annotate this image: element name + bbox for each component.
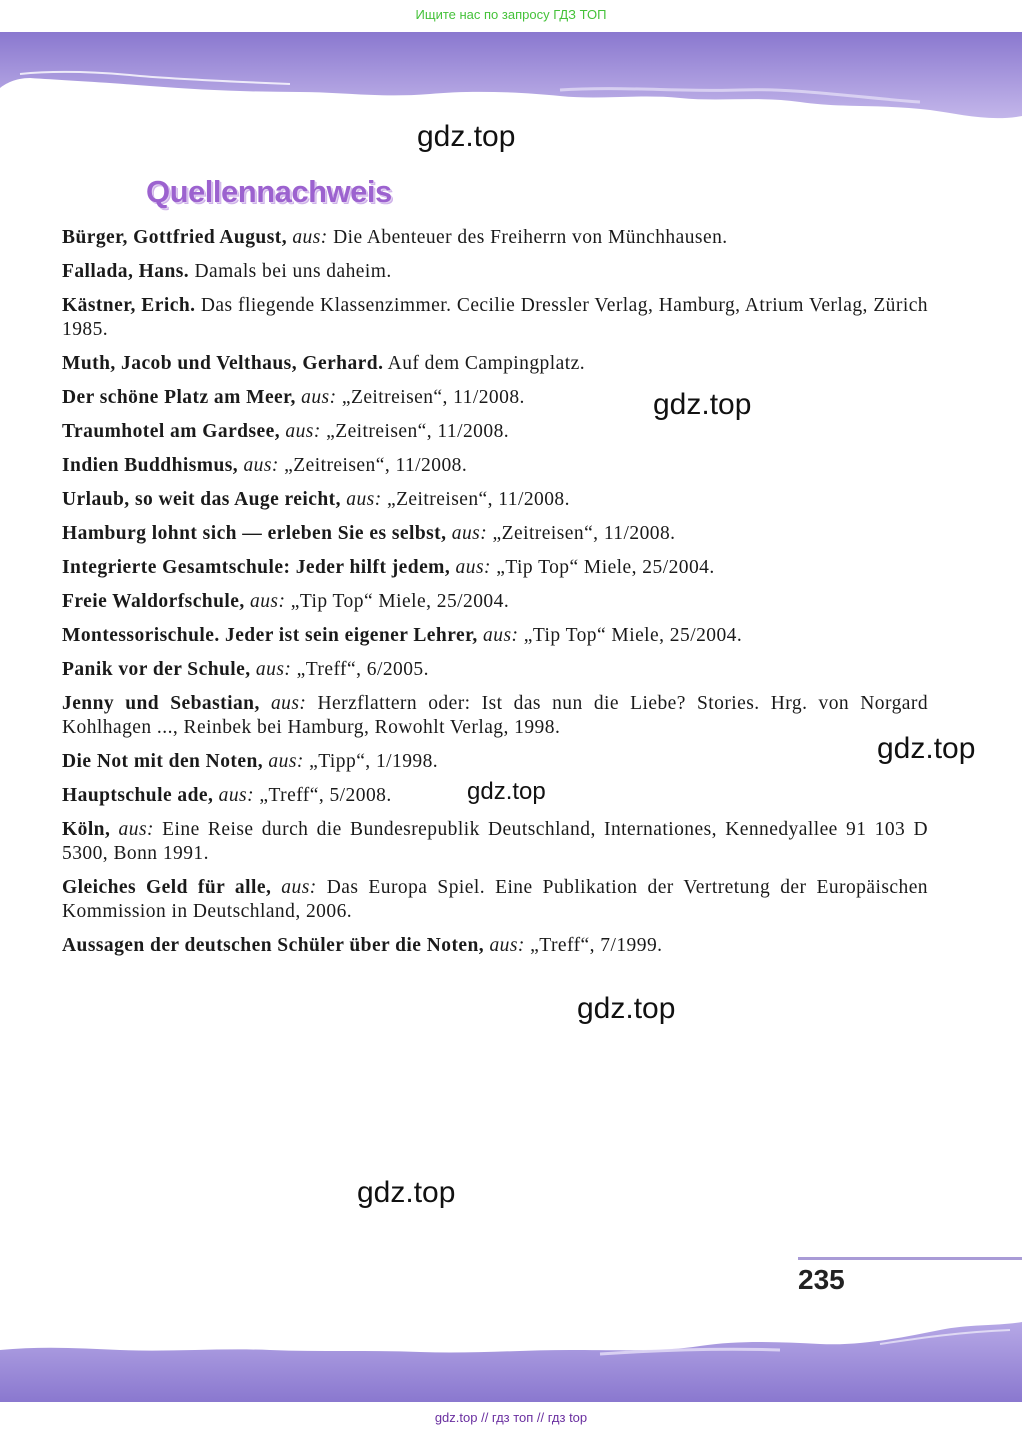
source-entry: Integrierte Gesamtschule: Jeder hilft jedem, aus: „Tip Top“ Miele, 25/2004. [62,557,715,578]
watermark: gdz.top [467,778,546,805]
watermark: gdz.top [653,388,752,421]
footer-note[interactable]: gdz.top // гдз топ // гдз top [434,1410,588,1425]
source-entry: Montessorischule. Jeder ist sein eigener Lehrer, aus: „Tip Top“ Miele, 25/2004. [62,625,743,646]
page-number-rule [798,1257,1022,1260]
page-title: Quellennachweis [146,174,392,209]
source-list [62,226,928,968]
source-entry: Hauptschule ade, aus: „Treff“, 5/2008. [62,785,392,806]
watermark: gdz.top [417,120,516,153]
source-entry: Aussagen der deutschen Schüler über die Noten, aus: „Treff“, 7/1999. [62,935,663,956]
source-entry: Panik vor der Schule, aus: „Treff“, 6/2005. [62,659,429,680]
source-entry: Fallada, Hans. Damals bei uns daheim. [62,261,392,282]
header-note[interactable]: Ищите нас по запросу ГДЗ ТОП [415,7,607,22]
source-entry: Muth, Jacob und Velthaus, Gerhard. Auf dem Campingplatz. [62,353,586,374]
source-entry: Urlaub, so weit das Auge reicht, aus: „Zeitreisen“, 11/2008. [62,489,570,510]
source-entry: Jenny und Sebastian, aus: Herzflattern oder: Ist das nun die Liebe? Stories. Hrg. von Norgard Kohlhagen ..., Reinbek bei Hamburg, Rowohlt Verlag, 1998. [62,693,929,738]
source-entry: Indien Buddhismus, aus: „Zeitreisen“, 11/2008. [62,455,468,476]
bottom-decorative-band [0,1320,1022,1402]
watermark: gdz.top [577,992,676,1025]
top-decorative-band [0,32,1022,127]
source-entry: Der schöne Platz am Meer, aus: „Zeitreisen“, 11/2008. [62,387,525,408]
source-entry: Kästner, Erich. Das fliegende Klassenzimmer. Cecilie Dressler Verlag, Hamburg, Atrium Verlag, Zürich 1985. [62,295,928,340]
source-entry: Freie Waldorfschule, aus: „Tip Top“ Miele, 25/2004. [62,591,510,612]
watermark: gdz.top [357,1176,456,1209]
source-entry: Traumhotel am Gardsee, aus: „Zeitreisen“, 11/2008. [62,421,510,442]
source-entry: Hamburg lohnt sich — erleben Sie es selbst, aus: „Zeitreisen“, 11/2008. [62,523,676,544]
source-entry: Köln, aus: Eine Reise durch die Bundesrepublik Deutschland, Internationes, Kennedyallee 91 103 D 5300, Bonn 1991. [62,819,928,864]
source-entry: Bürger, Gottfried August, aus: Die Abenteuer des Freiherrn von Münchhausen. [62,227,728,248]
source-entry: Die Not mit den Noten, aus: „Tipp“, 1/1998. [62,751,439,772]
page-number: 235 [798,1264,845,1295]
source-entry: Gleiches Geld für alle, aus: Das Europa Spiel. Eine Publikation der Vertretung der Europäischen Kommission in Deutschland, 2006. [62,877,929,922]
watermark: gdz.top [877,732,976,765]
